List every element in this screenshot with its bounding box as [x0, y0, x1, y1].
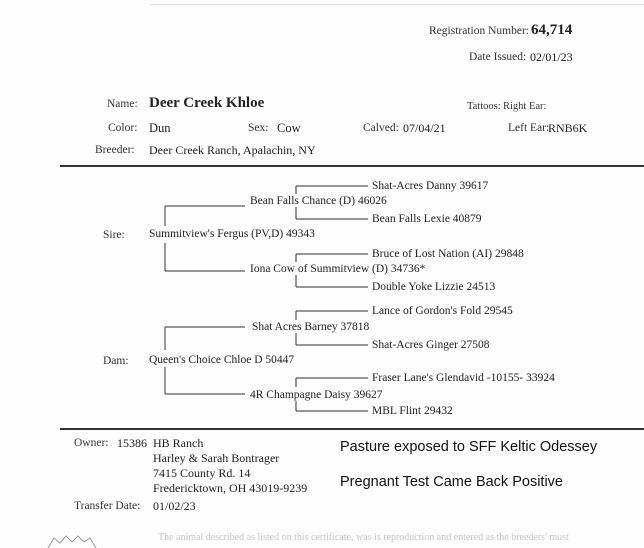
note-pregnancy-test: Pregnant Test Came Back Positive: [340, 474, 563, 490]
date-issued: 02/01/23: [530, 50, 573, 64]
owner-label: Owner:: [74, 437, 109, 449]
sex-label: Sex:: [248, 122, 269, 134]
date-issued-label: Date Issued:: [469, 51, 527, 63]
animal-color: Dun: [149, 121, 171, 135]
dam-dam-dam: MBL Flint 29432: [372, 405, 453, 417]
sire-dam: Iona Cow of Summitview (D) 34736*: [250, 263, 426, 275]
transfer-date-label: Transfer Date:: [74, 500, 141, 512]
left-ear-label: Left Ear:: [508, 122, 550, 134]
sire-dam-sire: Bruce of Lost Nation (AI) 29848: [372, 248, 524, 260]
registration-number-label: Registration Number:: [429, 25, 529, 37]
dam-sire-dam: Shat-Acres Ginger 27508: [372, 339, 490, 351]
sire-sire-dam: Bean Falls Lexie 40879: [372, 213, 482, 225]
dam-sire: Shat Acres Barney 37818: [252, 321, 370, 333]
breeder-name: Deer Creek Ranch, Apalachin, NY: [149, 143, 316, 157]
breeder-label: Breeder:: [95, 144, 135, 156]
tattoo-right-ear: Right Ear:: [503, 101, 547, 112]
transfer-date: 01/02/23: [153, 499, 196, 513]
owner-address-line1: 7415 County Rd. 14: [153, 466, 251, 480]
animal-name: Deer Creek Khloe: [149, 95, 265, 111]
dam-name: Queen's Choice Chloe D 50447: [149, 354, 295, 366]
sire-name: Summitview's Fergus (PV,D) 49343: [149, 228, 315, 240]
sire-sire: Bean Falls Chance (D) 46026: [250, 195, 387, 207]
footer-fine-print: The animal described as listed on this certificate, was is reproduction and entered as the breeders' must: [158, 532, 569, 543]
animal-sex: Cow: [277, 121, 301, 135]
name-label: Name:: [107, 98, 138, 110]
owner-id: 15386: [117, 436, 147, 450]
registration-number: 64,714: [531, 22, 573, 38]
color-label: Color:: [108, 122, 138, 134]
owner-address-line2: Fredericktown, OH 43019-9239: [153, 481, 308, 495]
sire-label: Sire:: [103, 229, 125, 241]
note-pasture-exposed: Pasture exposed to SFF Keltic Odessey: [340, 439, 598, 455]
dam-dam: 4R Champagne Daisy 39627: [250, 389, 383, 401]
owner-name: HB Ranch: [153, 436, 204, 450]
calved-date: 07/04/21: [403, 121, 446, 135]
tattoos-label: Tattoos:: [467, 101, 501, 112]
dam-label: Dam:: [103, 355, 129, 367]
owner-people: Harley & Sarah Bontrager: [153, 451, 280, 465]
left-ear-tattoo: RNB6K: [548, 121, 588, 135]
calved-label: Calved:: [363, 122, 399, 134]
dam-sire-sire: Lance of Gordon's Fold 29545: [372, 305, 513, 317]
sire-dam-dam: Double Yoke Lizzie 24513: [372, 281, 496, 293]
dam-dam-sire: Fraser Lane's Glendavid -10155- 33924: [372, 372, 555, 384]
sire-sire-sire: Shat-Acres Danny 39617: [372, 180, 489, 192]
